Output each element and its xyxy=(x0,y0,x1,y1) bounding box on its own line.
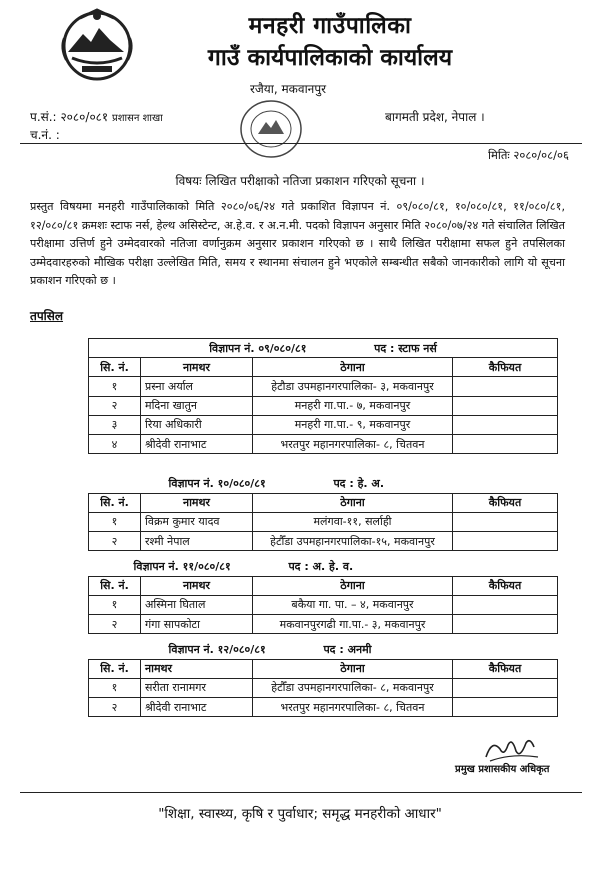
col-remarks: कैफियत xyxy=(453,358,558,377)
cell-sn: २ xyxy=(89,615,141,634)
table-header-row xyxy=(89,493,558,512)
vigyapan-row xyxy=(89,474,558,493)
post-name: पद : हे. अ. xyxy=(333,476,385,490)
signatory-title: प्रमुख प्रशासकीय अधिकृत xyxy=(455,764,550,775)
cell-remarks xyxy=(453,678,558,697)
post-name: पद : अ. हे. व. xyxy=(288,559,354,573)
col-remarks: कैफियत xyxy=(453,576,558,595)
cell-remarks xyxy=(453,512,558,531)
table-header-row xyxy=(89,576,558,595)
cell-name: श्रीदेवी रानाभाट xyxy=(141,434,253,453)
col-name: नामथर xyxy=(141,659,253,678)
vigyapan-row xyxy=(89,339,558,358)
result-table-1 xyxy=(88,338,558,454)
reference-number xyxy=(30,108,163,125)
cell-sn: २ xyxy=(89,396,141,415)
cell-name: गंगा सापकोटा xyxy=(141,615,253,634)
col-sn: सि. नं. xyxy=(89,493,141,512)
cell-address: बकैया गा. पा. – ४, मकवानपुर xyxy=(253,595,453,614)
cell-address: भरतपुर महानगरपालिका- ८, चितवन xyxy=(253,434,453,453)
table-row xyxy=(89,698,558,717)
cell-address: हेटौँडा उपमहानगरपालिका- ८, मकवानपुर xyxy=(253,678,453,697)
ps-label: प.सं.: xyxy=(30,110,57,124)
cell-remarks xyxy=(453,698,558,717)
notice-subject: विषयः लिखित परीक्षाको नतिजा प्रकाशन गरिएको सूचना । xyxy=(175,174,425,188)
dispatch-number-label: च.नं. : xyxy=(30,128,60,142)
cell-sn: ३ xyxy=(89,415,141,434)
table-row xyxy=(89,615,558,634)
notice-date: मितिः २०८०/०८/०६ xyxy=(488,148,569,162)
table-header-row xyxy=(89,358,558,377)
ps-value: २०८०/०८१ xyxy=(60,110,109,124)
col-address: ठेगाना xyxy=(253,659,453,678)
col-name: नामथर xyxy=(141,358,253,377)
notice-body: प्रस्तुत विषयमा मनहरी गाउँपालिकाको मिति २०८०/०६/२४ गते प्रकाशित विज्ञापन नं. ०९/०८०/८१, १०/०८०/८१, ११/०८०/८१, १२/०८०/८१ क्रमशः स्टाफ नर्स, हेल्थ असिस्टेन्ट, अ.हे.व. र अ.न.मी. पदको विज्ञापन अनुसार मिति २०८०/०७/२४ गते संचालित लिखित परीक्षामा उत्तिर्ण हुने उम्मेदवारको नतिजा वर्णानुक्रम अनुसार प्रकाशन गरिएको छ । साथै लिखित परीक्षामा सफल हुने तपसिलका उम्मेदवारहरुको मौखिक परीक्षा उल्लेखित मिति, समय र स्थानमा संचालन हुने भएकोले सम्बन्धीत सबैको जानकारीको लागि यो सूचना प्रकाशन गरिएको छ । xyxy=(30,200,565,287)
cell-remarks xyxy=(453,532,558,551)
cell-remarks xyxy=(453,396,558,415)
office-seal-stamp xyxy=(238,98,304,160)
col-sn: सि. नं. xyxy=(89,358,141,377)
cell-address: हेटौँडा उपमहानगरपालिका-१५, मकवानपुर xyxy=(253,532,453,551)
vigyapan-number: विज्ञापन नं. १०/०८०/८१ xyxy=(168,476,266,490)
table-row xyxy=(89,532,558,551)
cell-sn: २ xyxy=(89,698,141,717)
col-name: नामथर xyxy=(141,493,253,512)
col-remarks: कैफियत xyxy=(453,659,558,678)
table-row xyxy=(89,396,558,415)
col-address: ठेगाना xyxy=(253,358,453,377)
result-table-3 xyxy=(88,557,558,634)
cell-sn: ४ xyxy=(89,434,141,453)
cell-address: मनहरी गा.पा.- ७, मकवानपुर xyxy=(253,396,453,415)
post-name: पद : स्टाफ नर्स xyxy=(374,341,437,355)
result-table-2 xyxy=(88,474,558,551)
vigyapan-number: विज्ञापन नं. ०९/०८०/८१ xyxy=(209,341,307,355)
col-address: ठेगाना xyxy=(253,493,453,512)
cell-address: मनहरी गा.पा.- ९, मकवानपुर xyxy=(253,415,453,434)
cell-address: हेटौडा उपमहानगरपालिका- ३, मकवानपुर xyxy=(253,377,453,396)
cell-name: अस्मिना घिताल xyxy=(141,595,253,614)
table-row xyxy=(89,678,558,697)
cell-remarks xyxy=(453,415,558,434)
col-name: नामथर xyxy=(141,576,253,595)
cell-address: भरतपुर महानगरपालिका- ८, चितवन xyxy=(253,698,453,717)
table-row xyxy=(89,512,558,531)
cell-name: मदिना खातुन xyxy=(141,396,253,415)
col-remarks: कैफियत xyxy=(453,493,558,512)
cell-name: सरीता रानामगर xyxy=(141,678,253,697)
vigyapan-number: विज्ञापन नं. १२/०८०/८१ xyxy=(168,642,266,656)
office-subtitle: गाउँ कार्यपालिकाको कार्यालय xyxy=(207,45,453,71)
table-row xyxy=(89,415,558,434)
vigyapan-number: विज्ञापन नं. ११/०८०/८१ xyxy=(133,559,231,573)
footer-motto: "शिक्षा, स्वास्थ्य, कृषि र पुर्वाधार; समृद्ध मनहरीको आधार" xyxy=(158,806,442,822)
cell-name: विक्रम कुमार यादव xyxy=(141,512,253,531)
table-header-row xyxy=(89,659,558,678)
section-name: प्रशासन शाखा xyxy=(112,113,163,124)
cell-name: प्रस्ना अर्याल xyxy=(141,377,253,396)
table-row xyxy=(89,434,558,453)
col-address: ठेगाना xyxy=(253,576,453,595)
office-address: रजैया, मकवानपुर xyxy=(250,82,327,96)
vigyapan-row xyxy=(89,557,558,576)
cell-remarks xyxy=(453,434,558,453)
footer-divider xyxy=(20,792,582,793)
cell-address: मलंगवा-११, सर्लाही xyxy=(253,512,453,531)
cell-remarks xyxy=(453,595,558,614)
cell-name: रिया अधिकारी xyxy=(141,415,253,434)
vigyapan-row xyxy=(89,640,558,659)
table-row xyxy=(89,377,558,396)
cell-address: मकवानपुरगढी गा.पा.- ३, मकवानपुर xyxy=(253,615,453,634)
header-divider xyxy=(20,143,582,144)
cell-name: श्रीदेवी रानाभाट xyxy=(141,698,253,717)
tapsil-heading: तपसिल xyxy=(30,309,64,323)
cell-sn: १ xyxy=(89,377,141,396)
result-table-4 xyxy=(88,640,558,717)
post-name: पद : अनमी xyxy=(323,642,372,656)
col-sn: सि. नं. xyxy=(89,576,141,595)
province-text: बागमती प्रदेश, नेपाल । xyxy=(385,110,485,124)
col-sn: सि. नं. xyxy=(89,659,141,678)
table-row xyxy=(89,595,558,614)
cell-sn: १ xyxy=(89,678,141,697)
office-name: मनहरी गाउँपालिका xyxy=(248,13,412,39)
cell-sn: १ xyxy=(89,512,141,531)
cell-sn: २ xyxy=(89,532,141,551)
cell-name: रश्मी नेपाल xyxy=(141,532,253,551)
cell-remarks xyxy=(453,377,558,396)
cell-remarks xyxy=(453,615,558,634)
cell-sn: १ xyxy=(89,595,141,614)
